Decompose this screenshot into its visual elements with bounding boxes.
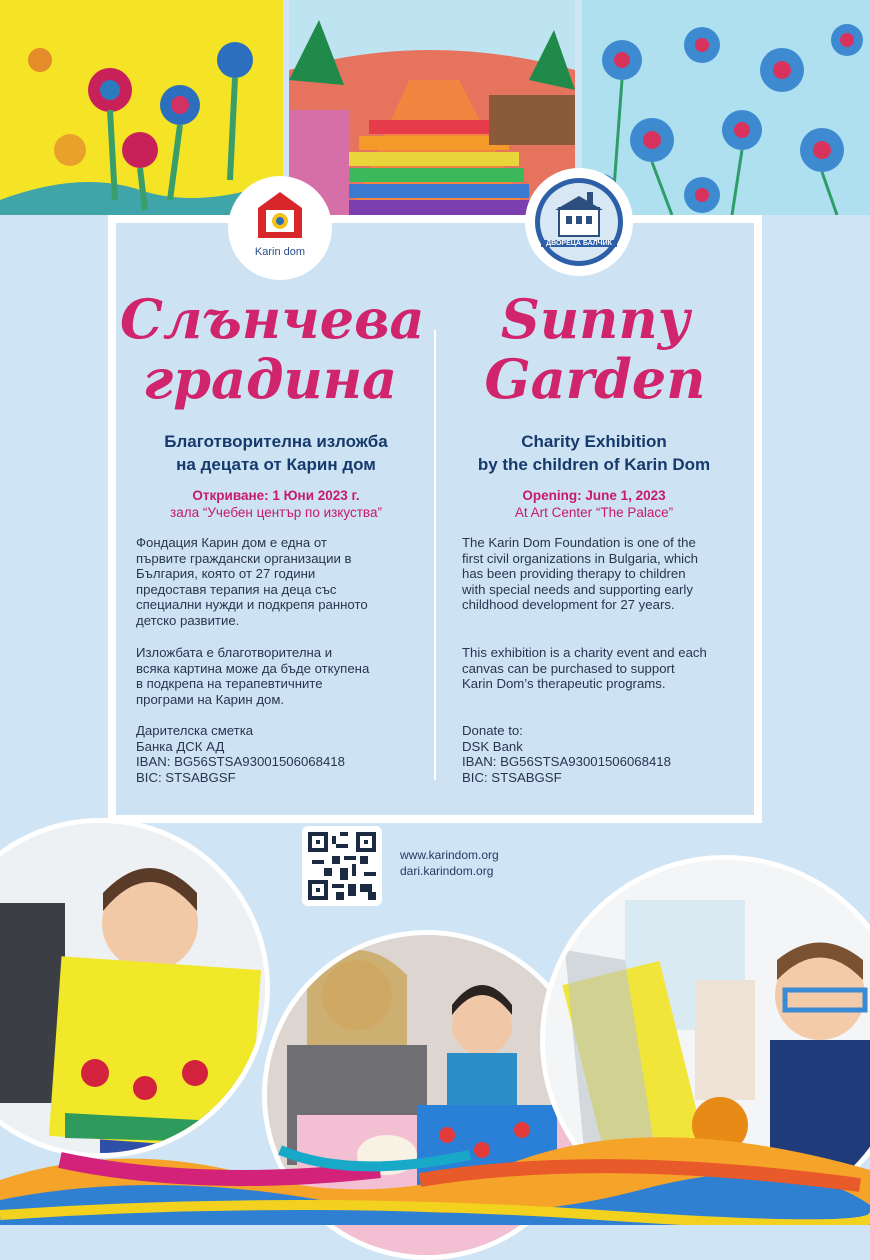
karin-dom-logo-label: Karin dom: [254, 246, 306, 258]
paint-brush-strokes: [0, 1120, 870, 1225]
palace-logo-label: ДВОРЕЦА БАЛЧИК: [541, 240, 617, 247]
painting-yellow-flowers: [0, 0, 283, 215]
title-en-line1: Sunny: [500, 287, 690, 351]
description-en: The Karin Dom Foundation is one of the first civil organizations in Bulgaria, which has been providing therapy to children with special needs and supporting early childhood development for 27 years.: [462, 535, 699, 613]
subtitle-en-line2: by the children of Karin Dom: [477, 455, 711, 474]
donate-en: Donate to: DSK Bank IBAN: BG56STSA93001506068418 BIC: STSABGSF: [462, 723, 671, 785]
photo-boy-with-painting: [0, 818, 270, 1158]
venue-en: At Art Center “The Palace”: [514, 505, 674, 520]
column-divider: [434, 330, 436, 780]
subtitle-bg-line1: Благотворителна изложба: [164, 432, 388, 451]
painting-blue-flowers: [582, 0, 870, 215]
karin-dom-house-icon: [254, 188, 306, 240]
title-bg-line2: градина: [142, 347, 398, 411]
karin-dom-logo: [230, 178, 330, 278]
qr-code-icon: [308, 832, 376, 900]
donate-website-link[interactable]: dari.karindom.org: [400, 864, 494, 878]
palace-building-icon: [551, 190, 607, 240]
opening-bg: [118, 488, 434, 504]
title-bg-line1: Слънчева: [120, 287, 425, 351]
title-en-line2: Garden: [484, 347, 706, 411]
palace-balchik-logo: [527, 170, 631, 274]
opening-bg-label: Откриване: 1 Юни 2023 г.: [192, 488, 360, 503]
opening-en-label: Opening: June 1, 2023: [522, 488, 666, 503]
subtitle-en-line1: Charity Exhibition: [521, 432, 667, 451]
charity-note-bg: Изложбата е благотворителна и всяка картина може да бъде откупена в подкрепа на терапевтичните програми на Карин дом.: [136, 645, 370, 707]
donate-bg: Дарителска сметка Банка ДСК АД IBAN: BG56STSA93001506068418 BIC: STSABGSF: [136, 723, 345, 785]
venue-bg: зала “Учебен център по изкуства”: [170, 505, 382, 520]
painting-garden-path: [289, 0, 575, 215]
description-bg: Фондация Карин дом е една от първите граждански организации в България, която от 27 години предоставя терапия на деца със специални нужди и подкрепя ранното детско развитие.: [136, 535, 368, 628]
qr-code[interactable]: [302, 826, 382, 906]
opening-en: [436, 488, 752, 504]
links: [400, 847, 499, 879]
website-link[interactable]: www.karindom.org: [400, 848, 499, 862]
subtitle-bg-line2: на децата от Карин дом: [176, 455, 376, 474]
charity-note-en: This exhibition is a charity event and each canvas can be purchased to support Karin Dom’s therapeutic programs.: [462, 645, 707, 692]
